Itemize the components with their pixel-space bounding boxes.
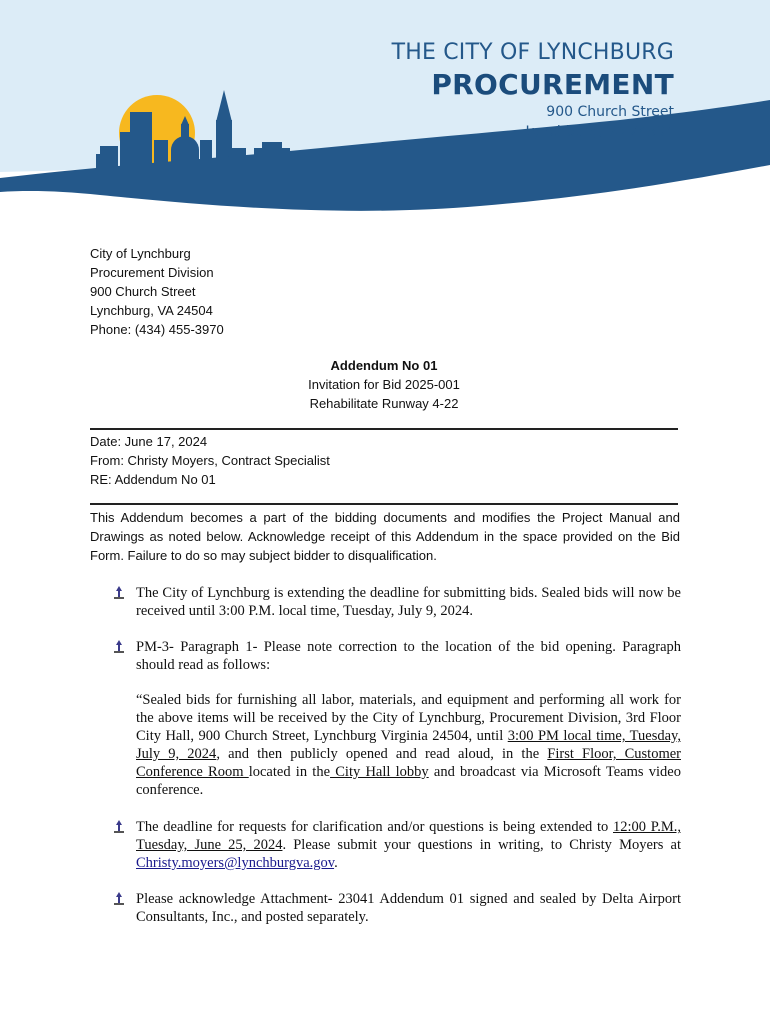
sender-phone: Phone: (434) 455-3970 xyxy=(90,322,224,337)
memo-from: From: Christy Moyers, Contract Specialist xyxy=(90,453,330,468)
pushpin-arrow-icon xyxy=(111,819,127,835)
org-name: THE CITY OF LYNCHBURG xyxy=(391,40,674,65)
sender-line: 900 Church Street xyxy=(90,284,196,299)
divider xyxy=(90,503,678,505)
divider xyxy=(90,428,678,430)
question-deadline-text: 12:00 P.M., Tuesday, June 25, 2024 xyxy=(136,819,681,853)
list-item-text: The City of Lynchburg is extending the deadline for submitting bids. Sealed bids will now be received until 3:00 P.M. local time, Tuesday, July 9, 2024. xyxy=(136,585,681,619)
email-link[interactable]: Christy.moyers@lynchburgva.gov xyxy=(136,855,335,871)
quote-text: “Sealed bids for furnishing all labor, materials, and equipment and performing all work for the above items will be received by the City of Lynchburg, Procurement Division, 3rd Floor City Hall, 900 Church Street, Lynchburg Virginia 24504, until xyxy=(136,692,681,744)
org-address-line2: Lynchburg, VA 24504 xyxy=(525,124,674,140)
list-item-text xyxy=(136,818,681,872)
memo-re: RE: Addendum No 01 xyxy=(90,472,216,487)
bid-deadline-text: 3:00 PM local time, Tuesday, July 9, 2024 xyxy=(136,728,681,762)
list-item-text: Please acknowledge Attachment- 23041 Addendum 01 signed and sealed by Delta Airport Consultants, Inc., and posted separately. xyxy=(136,891,681,925)
sender-line: City of Lynchburg xyxy=(90,246,191,261)
invitation-number: Invitation for Bid 2025-001 xyxy=(308,377,460,392)
document-title xyxy=(90,356,678,413)
item-text: . xyxy=(334,855,338,871)
sender-line: Procurement Division xyxy=(90,265,214,280)
list-item xyxy=(111,584,681,620)
lobby-text: City Hall lobby xyxy=(330,764,429,780)
room-text: First Floor, Customer Conference Room xyxy=(136,746,681,780)
quote-text: and broadcast via Microsoft Teams video conference. xyxy=(136,764,681,798)
item-text: . Please submit your questions in writing, to Christy Moyers at xyxy=(282,837,681,853)
pushpin-arrow-icon xyxy=(111,891,127,907)
quote-text: located in the xyxy=(248,764,331,780)
sender-line: Lynchburg, VA 24504 xyxy=(90,303,213,318)
memo-date: Date: June 17, 2024 xyxy=(90,434,208,449)
letterhead xyxy=(0,0,770,230)
list-item xyxy=(111,818,681,872)
memo-header xyxy=(90,432,330,489)
list-item xyxy=(111,638,681,674)
quoted-paragraph xyxy=(136,691,681,799)
intro-paragraph: This Addendum becomes a part of the bidding documents and modifies the Project Manual and Drawings as noted below. Acknowledge receipt of this Addendum in the space provided on the Bid Form. Failure to do so may subject bidder to disqualification. xyxy=(90,510,680,563)
sender-address xyxy=(90,244,224,339)
project-name: Rehabilitate Runway 4-22 xyxy=(309,396,459,411)
pushpin-arrow-icon xyxy=(111,585,127,601)
list-item xyxy=(111,890,681,926)
quote-text: , and then publicly opened and read aloud, in the xyxy=(216,746,548,762)
org-address-line1: 900 Church Street xyxy=(546,104,674,120)
item-text: The deadline for requests for clarification and/or questions is being extended to xyxy=(136,819,614,835)
department-name: PROCUREMENT xyxy=(431,68,674,101)
addendum-title: Addendum No 01 xyxy=(330,358,438,373)
list-item-text: PM-3- Paragraph 1- Please note correction to the location of the bid opening. Paragraph should read as follows: xyxy=(136,639,681,673)
pushpin-arrow-icon xyxy=(111,639,127,655)
